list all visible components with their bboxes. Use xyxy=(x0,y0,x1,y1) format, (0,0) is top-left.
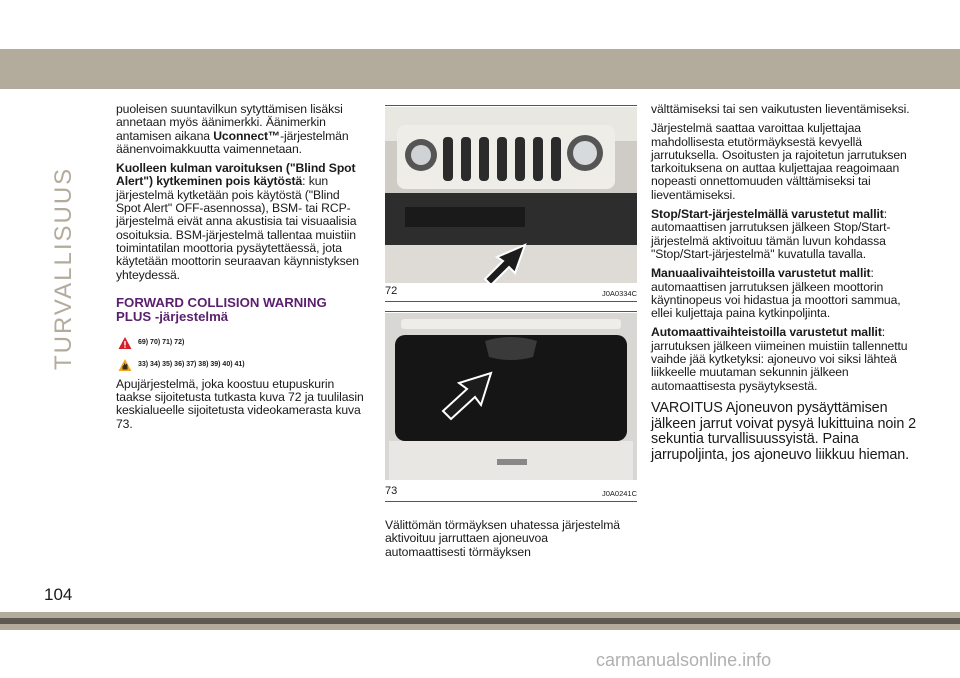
paragraph-imminent-collision: Välittömän törmäyksen uhatessa järjestelmä aktivoituu jarruttaen ajoneuvoa automaattisesti törmäyksen xyxy=(385,518,620,559)
warning-triangle-red-icon xyxy=(118,336,132,350)
manual-gearbox-term: Manuaalivaihteistoilla varustetut mallit xyxy=(651,266,871,281)
caution-hand-icon xyxy=(118,358,132,372)
warning-note: VAROITUS Ajoneuvon pysäyttämisen jälkeen jarrut voivat pysyä lukittuina noin 2 sekuntia turvallisuussyistä. Paina jarrupoljinta, jos ajoneuvo liikkuu hieman. xyxy=(651,399,917,463)
figure-72-code: J0A0334C xyxy=(601,289,637,298)
figure-72-number: 72 xyxy=(385,285,398,297)
figure-72-image xyxy=(385,107,637,283)
section-heading: FORWARD COLLISION WARNING PLUS -järjestelmä xyxy=(116,294,327,324)
danger-reference: 69) 70) 71) 72) xyxy=(118,334,366,352)
stop-start-term: Stop/Start-järjestelmällä varustetut mallit xyxy=(651,207,884,222)
section-tab: TURVALLISUUS xyxy=(50,166,77,370)
paragraph-light-braking: Järjestelmä saattaa varoittaa kuljettajaa mahdollisesta etutörmäyksestä kevyellä jarrutuksella. Osoitusten ja rajoitetun jarrutuksen tarkoituksena on auttaa kuljettajaa reagoimaan nopeasti onnettomuuden välttämiseksi tai lieventämiseksi. xyxy=(651,121,907,202)
figure-73-top-rule xyxy=(385,311,637,312)
column-right xyxy=(651,103,921,463)
figure-72-top-rule xyxy=(385,105,637,106)
watermark[interactable]: carmanualsonline.info xyxy=(596,650,772,670)
paragraph-stop-start: Stop/Start-järjestelmällä varustetut mallit: automaattisen jarrutuksen jälkeen Stop/Start-järjestelmä aktivoituu tämän luvun kohdassa "Stop/Start-järjestelmä" kuvatulla tavalla. xyxy=(651,207,891,261)
paragraph-blind-spot: Kuolleen kulman varoituksen ("Blind Spot Alert") kytkeminen pois käytöstä: kun järjestelmä kytketään pois käytöstä ("Blind Spot Alert" OFF-asennossa), BSM- tai RCP-järjestelmä eivät anna akustisia tai visuaalisia osoituksia. BSM-järjestelmä tallentaa muistiin toimintatilan moottoria pysäytettäessä, jota käytetään moottorin seuraavan käynnistyksen yhteydessä. xyxy=(116,161,359,282)
uconnect-term: Uconnect™ xyxy=(213,128,281,143)
blind-spot-term: Kuolleen kulman varoituksen ("Blind Spot Alert") kytkeminen pois käytöstä xyxy=(116,161,356,189)
header-band xyxy=(0,49,960,89)
figure-72-bottom-rule xyxy=(385,301,637,302)
windscreen-camera-illustration xyxy=(385,313,637,480)
page-number: 104 xyxy=(44,585,73,604)
figure-73-bottom-rule xyxy=(385,501,637,502)
paragraph-automatic-gearbox: Automaattivaihteistoilla varustetut mallit: jarrutuksen jälkeen viimeinen muistiin tallennettu vaihde jää kytketyksi: ajoneuvo voi siksi lähteä liikkeelle muutaman sekunnin jälkeen automaattisesta pysäytyksestä. xyxy=(651,325,908,393)
front-bumper-radar-illustration xyxy=(385,107,637,283)
caution-reference: 33) 34) 35) 36) 37) 38) 39) 40) 41) xyxy=(118,356,366,374)
footer-band xyxy=(0,612,960,630)
paragraph-manual-gearbox: Manuaalivaihteistoilla varustetut mallit: automaattisen jarrutuksen jälkeen moottorin käyntinopeus voi hidastua ja moottori sammua, ellei kuljettaja paina kytkinpoljinta. xyxy=(651,266,901,321)
paragraph-mitigation: välttämiseksi tai sen vaikutusten lieventämiseksi. xyxy=(651,102,910,116)
figure-73-image xyxy=(385,313,637,480)
figure-73-number: 73 xyxy=(385,485,398,497)
figure-73-code: J0A0241C xyxy=(601,489,637,498)
column-left xyxy=(116,103,366,437)
automatic-gearbox-term: Automaattivaihteistoilla varustetut mallit xyxy=(651,325,882,340)
paragraph-system-description: Apujärjestelmä, joka koostuu etupuskurin taakse sijoitetusta tutkasta kuva 72 ja tuulilasin keskialueelle sijoitetusta videokamerasta kuva 73. xyxy=(116,376,364,431)
paragraph-intro: puoleisen suuntavilkun sytyttämisen lisäksi annetaan myös äänimerkki. Äänimerkin antamisen aikana Uconnect™-järjestelmän äänenvoimakkuutta vaimennetaan. xyxy=(116,102,349,156)
